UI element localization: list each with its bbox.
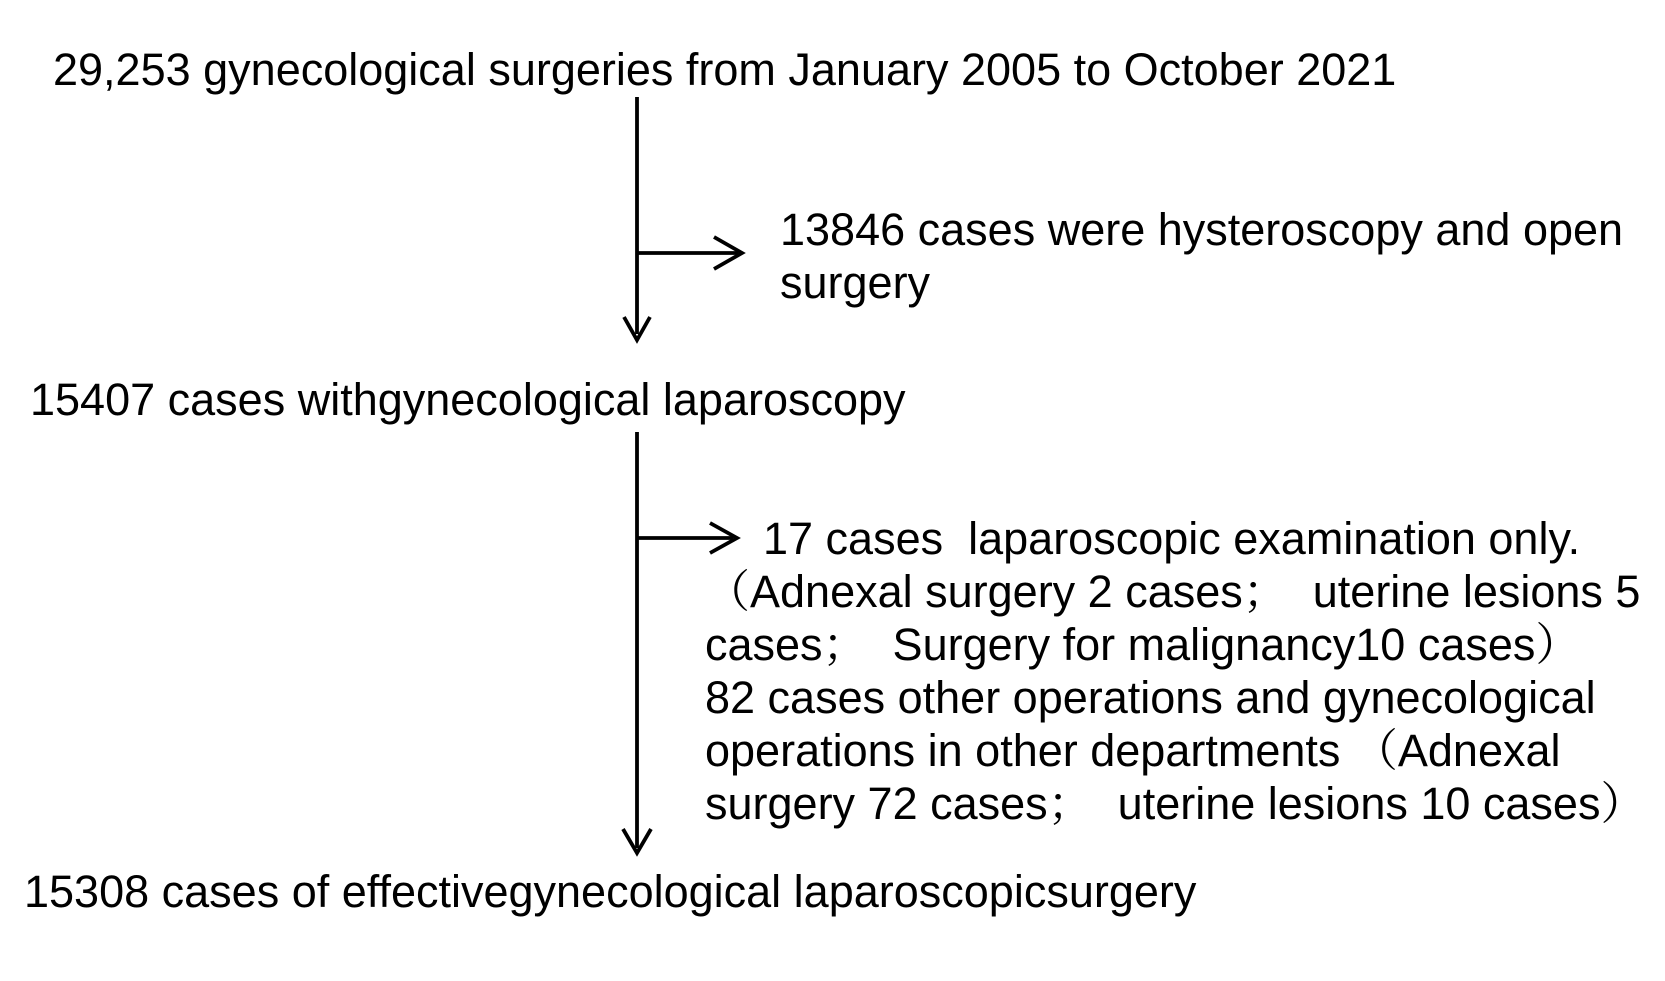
branch-arrow-1 [637, 237, 742, 269]
effective-surgery-text: 15308 cases of effectivegynecological laparoscopicsurgery [24, 866, 1197, 917]
total-surgeries-text: 29,253 gynecological surgeries from January 2005 to October 2021 [53, 44, 1397, 95]
vertical-arrow-2 [623, 432, 651, 853]
excluded-other-line-3: cases； Surgery for malignancy10 cases） [705, 619, 1581, 670]
laparoscopy-cases-text: 15407 cases withgynecological laparoscopy [30, 374, 906, 425]
excluded-other-line-6: surgery 72 cases； uterine lesions 10 cases） [705, 778, 1646, 829]
vertical-arrow-1 [624, 97, 650, 340]
excluded-hysteroscopy-line-2: surgery [780, 257, 931, 308]
excluded-hysteroscopy-line-1: 13846 cases were hysteroscopy and open [780, 204, 1624, 255]
excluded-other-operations-text [705, 512, 1645, 830]
excluded-other-line-2: （Adnexal surgery 2 cases； uterine lesions 5 [705, 566, 1641, 617]
excluded-other-line-4: 82 cases other operations and gynecological [705, 672, 1596, 723]
excluded-other-line-5: operations in other departments （Adnexal [705, 725, 1561, 776]
excluded-hysteroscopy-open-text [780, 203, 1623, 309]
excluded-other-line-1: 17 cases laparoscopic examination only. [763, 513, 1581, 564]
